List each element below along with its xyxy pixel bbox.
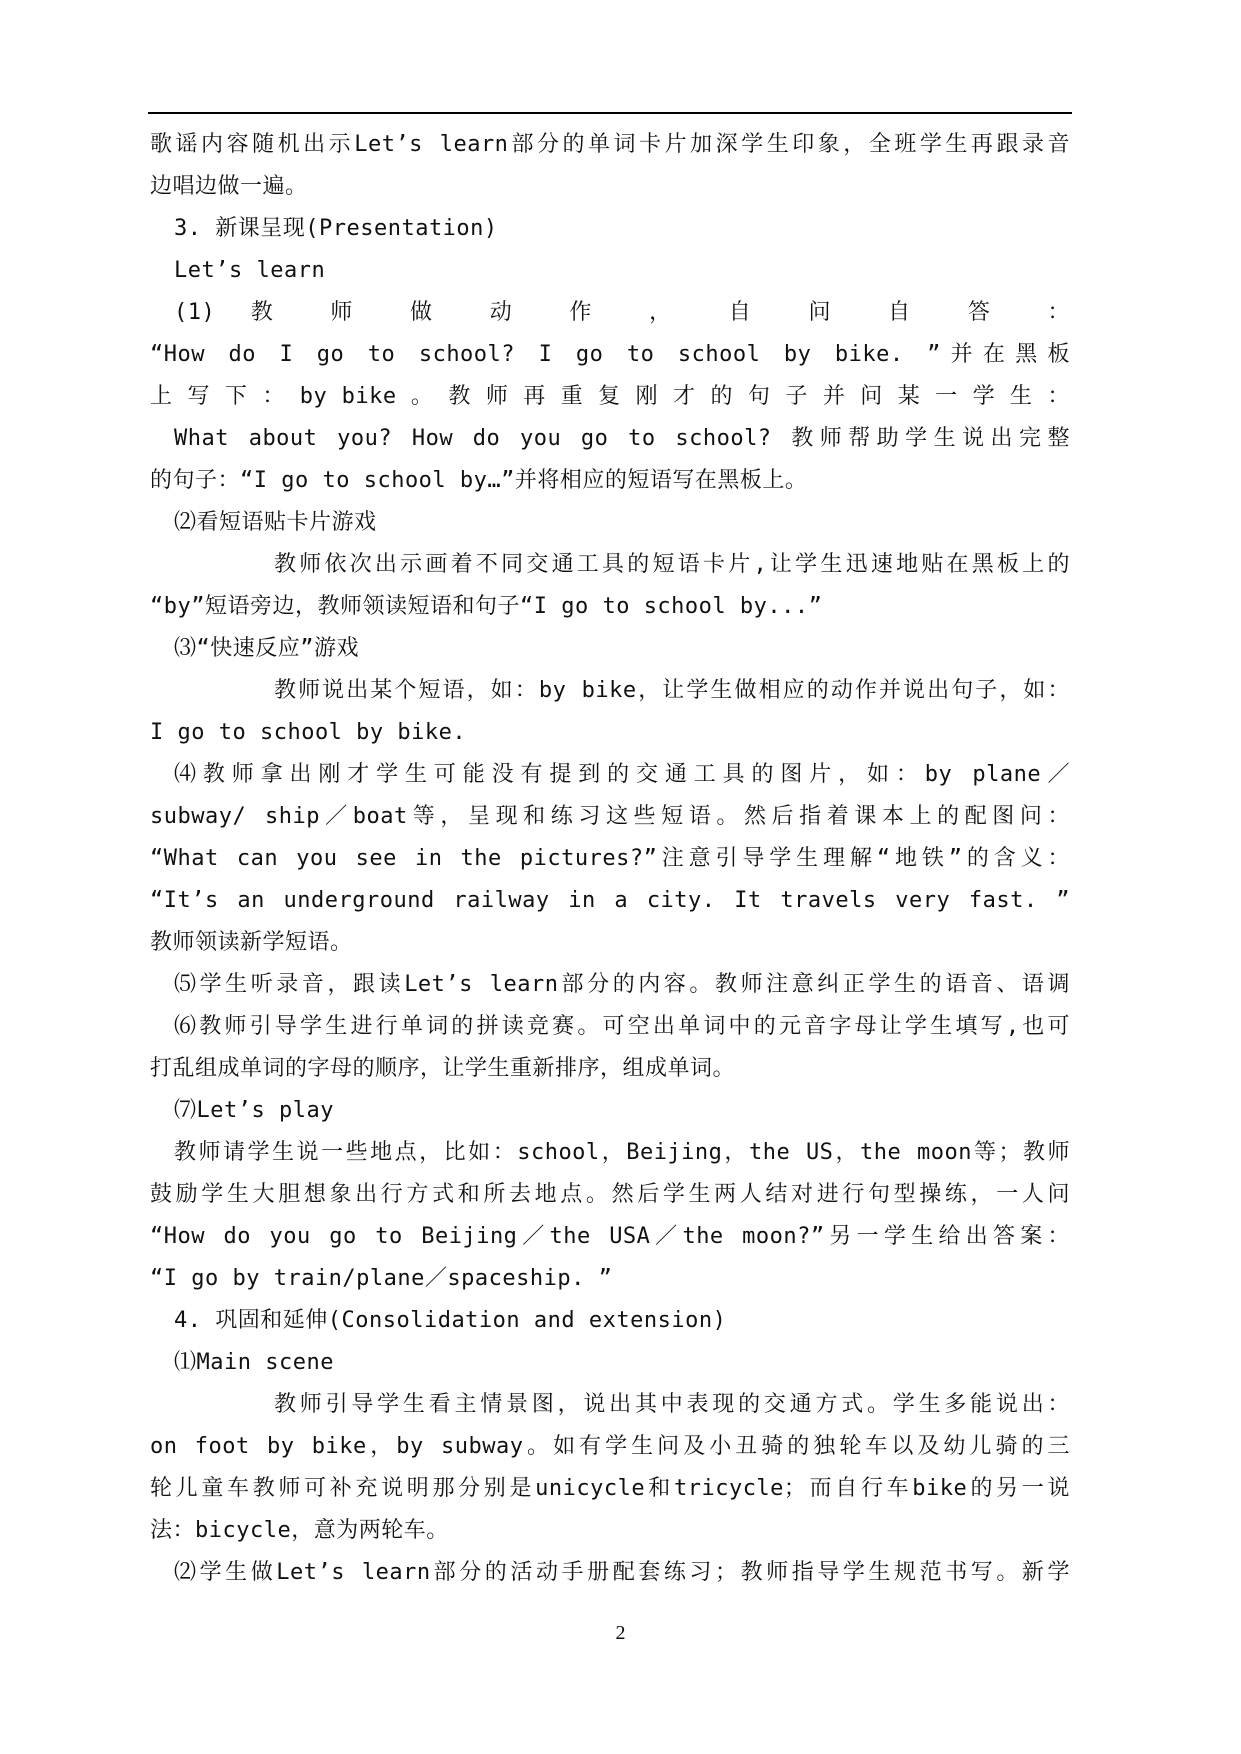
subheading: ⑺Let’s play	[174, 1098, 334, 1123]
text-line: “It’s an underground railway in a city. It travels very fast. ”	[150, 888, 1070, 913]
subheading: ⑶“快速反应”游戏	[174, 636, 359, 661]
text-line: 教师请学生说一些地点，比如：school，Beijing，the US，the moon等；教师	[174, 1140, 1070, 1165]
text-line: 轮儿童车教师可补充说明那分别是unicycle和tricycle；而自行车bike的另一说	[150, 1476, 1070, 1501]
text-line: “How do I go to school? I go to school by bike. ”并在黑板	[150, 342, 1070, 367]
text-line: ⑷教师拿出刚才学生可能没有提到的交通工具的图片，如：by plane／	[174, 762, 1070, 787]
subheading: ⑴Main scene	[174, 1350, 334, 1375]
header-rule	[148, 112, 1072, 114]
text-line: (1) 教 师 做 动 作 ， 自 问 自 答 ：	[174, 300, 1070, 325]
text-line: 教师引导学生看主情景图，说出其中表现的交通方式。学生多能说出：	[274, 1392, 1070, 1417]
text-line: 的句子：“I go to school by…”并将相应的短语写在黑板上。	[150, 468, 808, 493]
text-line: 打乱组成单词的字母的顺序，让学生重新排序，组成单词。	[150, 1056, 736, 1081]
subheading: Let’s learn	[174, 258, 326, 283]
document-body	[150, 124, 1070, 1594]
page-number: 2	[615, 1622, 626, 1644]
section-heading: 4. 巩固和延伸(Consolidation and extension)	[174, 1308, 727, 1333]
subheading: ⑵看短语贴卡片游戏	[174, 510, 377, 535]
text-line: 歌谣内容随机出示Let’s learn部分的单词卡片加深学生印象，全班学生再跟录音	[150, 132, 1070, 157]
text-line: 教师领读新学短语。	[150, 930, 353, 955]
text-line: “I go by train/plane／spaceship. ”	[150, 1266, 613, 1291]
text-line: What about you? How do you go to school? 教师帮助学生说出完整	[174, 426, 1070, 451]
text-line: 鼓励学生大胆想象出行方式和所去地点。然后学生两人结对进行句型操练，一人问	[150, 1182, 1070, 1207]
text-line: I go to school by bike.	[150, 720, 467, 745]
text-line: “by”短语旁边，教师领读短语和句子“I go to school by...”	[150, 594, 823, 619]
text-line: on foot by bike，by subway。如有学生问及小丑骑的独轮车以及幼儿骑的三	[150, 1434, 1070, 1459]
text-line: 教师依次出示画着不同交通工具的短语卡片,让学生迅速地贴在黑板上的	[274, 552, 1070, 577]
text-line: ⑹教师引导学生进行单词的拼读竞赛。可空出单词中的元音字母让学生填写,也可	[174, 1014, 1070, 1039]
text-line: “What can you see in the pictures?”注意引导学生理解“地铁”的含义：	[150, 846, 1070, 871]
text-line: subway/ ship／boat等，呈现和练习这些短语。然后指着课本上的配图问：	[150, 804, 1070, 829]
text-line: ⑸学生听录音，跟读Let’s learn部分的内容。教师注意纠正学生的语音、语调	[174, 972, 1070, 997]
text-line: 上 写 下 ： by bike 。 教 师 再 重 复 刚 才 的 句 子 并 问 某 一 学 生 ：	[150, 384, 1070, 409]
text-line: 边唱边做一遍。	[150, 174, 308, 199]
text-line: “How do you go to Beijing／the USA／the moon?”另一学生给出答案：	[150, 1224, 1070, 1249]
text-line: ⑵学生做Let’s learn部分的活动手册配套练习；教师指导学生规范书写。新学	[174, 1560, 1070, 1585]
section-heading: 3. 新课呈现(Presentation)	[174, 216, 498, 241]
text-line: 法：bicycle，意为两轮车。	[150, 1518, 449, 1543]
text-line: 教师说出某个短语，如：by bike，让学生做相应的动作并说出句子，如：	[274, 678, 1070, 703]
